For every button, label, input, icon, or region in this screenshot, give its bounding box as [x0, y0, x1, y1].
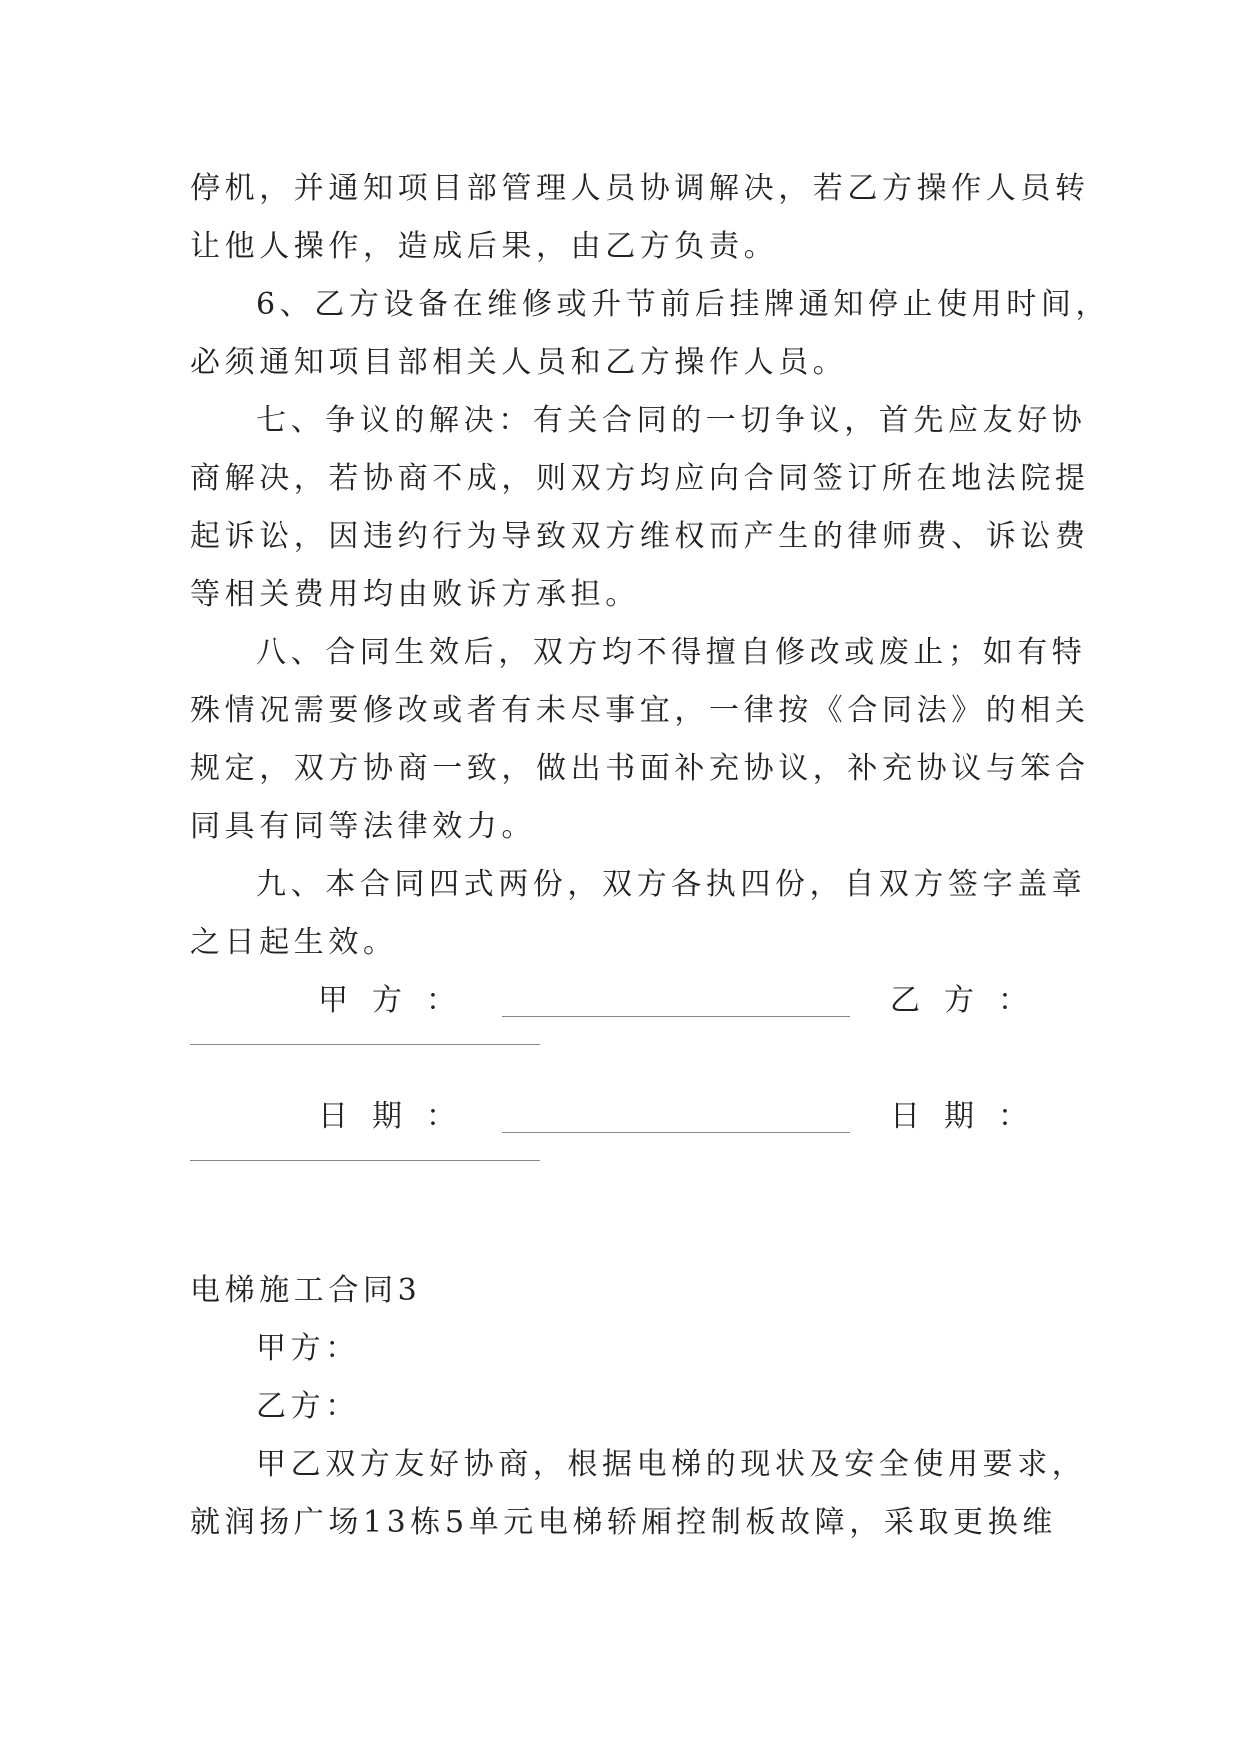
party-b-field: 乙方：	[256, 1389, 360, 1424]
text-line: 必须通知项目部相关人员和乙方操作人员。	[190, 345, 848, 380]
signature-row-dates	[190, 1088, 1060, 1146]
text-line: 等相关费用均由败诉方承担。	[190, 577, 640, 612]
text-line: 就润扬广场13栋5单元电梯轿厢控制板故障，采取更换维	[190, 1505, 1057, 1540]
text-line: 九、本合同四式两份，双方各执四份，自双方签字盖章	[256, 867, 1087, 902]
document-body	[190, 160, 1111, 1552]
section-spacer	[190, 1204, 1060, 1262]
text-line: 殊情况需要修改或者有未尽事宜，一律按《合同法》的相关	[190, 693, 1090, 728]
party-b-signature-line	[190, 1044, 540, 1045]
text-line: 七、争议的解决：有关合同的一切争议，首先应友好协	[256, 403, 1087, 438]
party-a-label: 甲方：	[318, 983, 480, 1018]
section-contract-3	[190, 1262, 1087, 1552]
signature-row-parties	[190, 972, 1060, 1030]
paragraph-clause-8-effect	[190, 624, 1090, 856]
text-line: 八、合同生效后，双方均不得擅自修改或废止；如有特	[256, 635, 1087, 670]
text-line: 规定，双方协商一致，做出书面补充协议，补充协议与笨合	[190, 751, 1090, 786]
paragraph-clause-9-copies	[190, 856, 1087, 972]
date-b-signature-line-row	[190, 1146, 1060, 1204]
paragraph-clause-6	[190, 276, 1111, 392]
party-a-signature-line	[502, 1016, 850, 1017]
text-line: 停机，并通知项目部管理人员协调解决，若乙方操作人员转	[190, 171, 1090, 206]
paragraph-operator-responsibility	[190, 160, 1090, 276]
party-b-label: 乙方：	[890, 983, 1052, 1018]
date-b-label: 日期：	[890, 1099, 1052, 1134]
text-line: 同具有同等法律效力。	[190, 809, 536, 844]
date-a-label: 日期：	[318, 1099, 480, 1134]
text-line: 让他人操作，造成后果，由乙方负责。	[190, 229, 779, 264]
date-a-signature-line	[502, 1132, 850, 1133]
text-line: 甲乙双方友好协商，根据电梯的现状及安全使用要求，	[256, 1447, 1087, 1482]
text-line: 商解决，若协商不成，则双方均应向合同签订所在地法院提	[190, 461, 1090, 496]
party-b-signature-line-row	[190, 1030, 1060, 1088]
text-line: 6、乙方设备在维修或升节前后挂牌通知停止使用时间，	[256, 287, 1111, 322]
party-a-field: 甲方：	[256, 1331, 360, 1366]
date-b-signature-line	[190, 1160, 540, 1161]
text-line: 之日起生效。	[190, 925, 398, 960]
paragraph-clause-7-dispute	[190, 392, 1090, 624]
text-line: 起诉讼，因违约行为导致双方维权而产生的律师费、诉讼费	[190, 519, 1090, 554]
section-title: 电梯施工合同3	[190, 1273, 422, 1308]
